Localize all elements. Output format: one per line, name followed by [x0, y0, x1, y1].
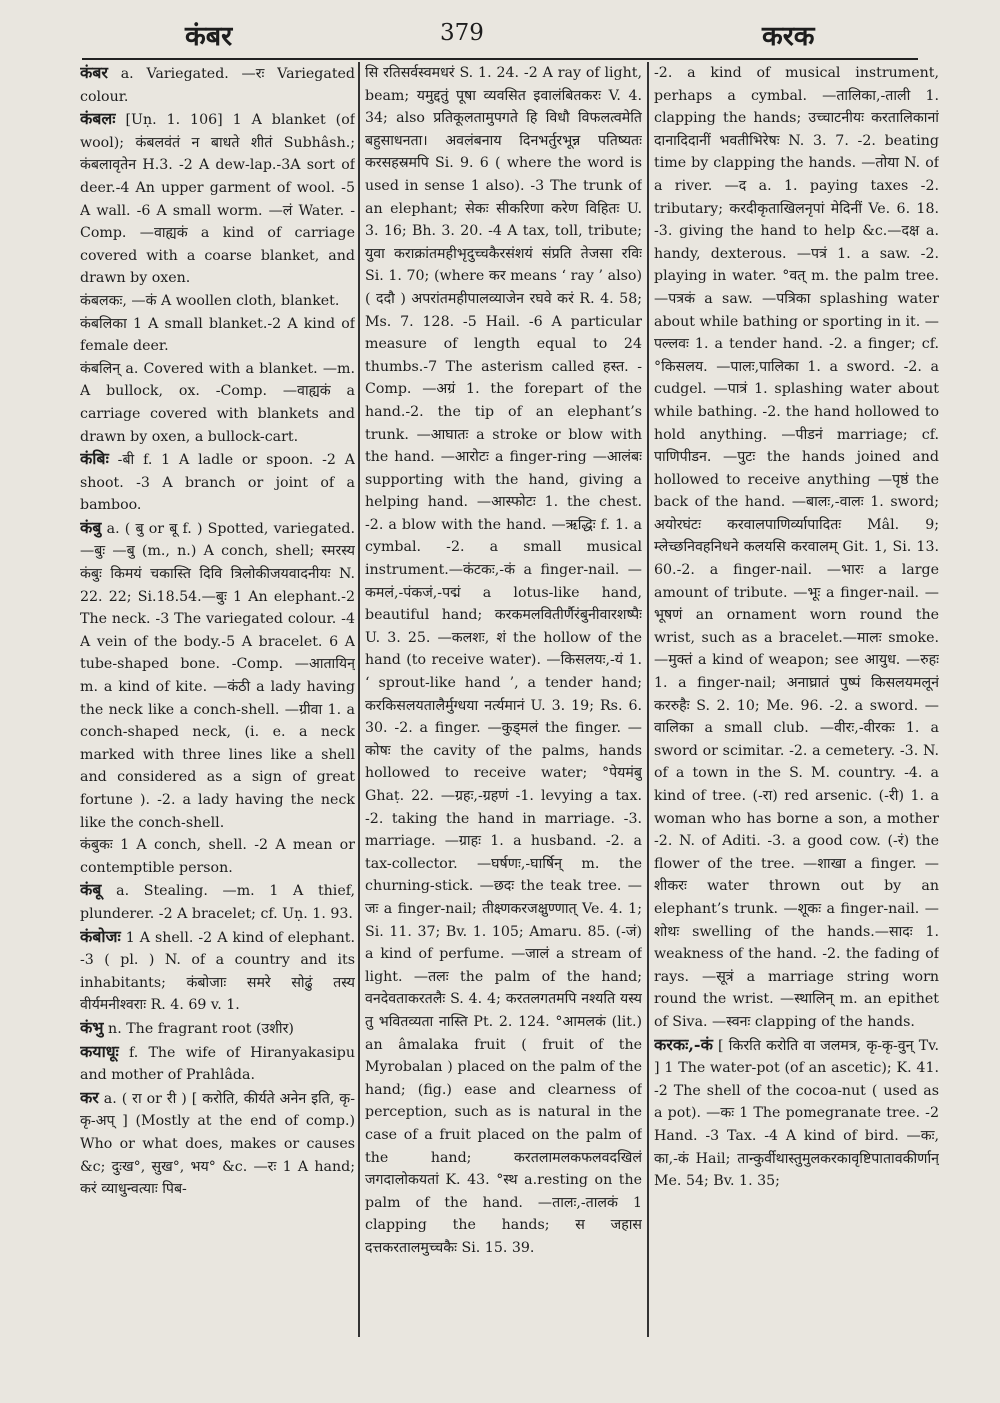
dictionary-entry	[80, 448, 355, 517]
entry-headword: करकः,-कं	[654, 1034, 713, 1054]
entry-definition: [Uṇ. 1. 106] 1 A blanket (of wool); कंबलवंतं न बाधते शीतं Subhâsh.; कंबलावृतेन H.3. -2 A dew-lap.-3A sort of deer.-4 An upper garment of wool. -5 A wall. -6 A small worm. —लं Water. -Comp. —वाह्यकं a kind of carriage covered with a coarse blanket, and drawn by oxen.	[80, 112, 355, 287]
entry-definition: कंबलिन् a. Covered with a blanket. —m. A bullock, ox. -Comp. —वाह्यकं a carriage covered with blankets and drawn by oxen, a bullock-cart.	[80, 360, 355, 445]
entry-headword: कंबु	[80, 517, 102, 537]
dictionary-entry	[80, 1017, 355, 1041]
entry-headword: कंबोजः	[80, 926, 121, 946]
entry-definition: कंबलकः, —कं A woollen cloth, blanket.	[80, 292, 340, 309]
column-divider-2	[647, 62, 649, 1337]
entry-headword: कंबू	[80, 880, 102, 900]
column-3	[654, 62, 939, 1334]
entry-headword: कंबलः	[80, 109, 116, 129]
entry-definition: सि रतिसर्वस्वमधरं S. 1. 24. -2 A ray of light, beam; यमुद्दतुं पूषा व्यवसित इवालंबितकरः V. 4. 34; also प्रतिकूलतामुपगते हि विधौ विफलत्वमेति बहुसाधनता। अवलंबनाय दिनभर्तुरभून्न पतिष्यतः करसहस्रमपि Si. 9. 6 ( where the word is used in sense 1 also). -3 The trunk of an elephant; सेकः सीकरिणा करेण विहितः U. 3. 16; Bh. 3. 20. -4 A tax, toll, tribute; युवा कराक्रांतमहीभृदुच्चकैरसंशयं संप्रति तेजसा रविः Si. 1. 70; (where कर means ‘ ray ’ also) ( ददौ ) अपरांतमहीपालव्याजेन रघवे करं R. 4. 58; Ms. 7. 128. -5 Hail. -6 A particular measure of length equal to 24 thumbs.-7 The asterism called हस्त. -Comp. —अग्रं 1. the forepart of the hand.-2. the tip of an elephant’s trunk. —आघातः a stroke or blow with the hand. —आरोटः a finger-ring —आलंबः supporting with the hand, giving a helping hand. —आस्फोटः 1. the chest. -2. a blow with the hand. —ऋद्धिः f. 1. a cymbal. -2. a small musical instrument.—कंटकः,-कं a finger-nail. —कमलं,-पंकजं,-पद्मं a lotus-like hand, beautiful hand; करकमलवितीर्णैरंबुनीवारशष्पैः U. 3. 25. —कलशः, शं the hollow of the hand (to receive water). —किसलयः,-यं 1. ‘ sprout-like hand ’, a tender hand; करकिसलयतालैर्मुग्धया नर्त्यमानं U. 3. 19; Rs. 6. 30. -2. a finger. —कुड्मलं the finger. —कोषः the cavity of the palms, hands hollowed to receive water; °पेयमंबु Ghaṭ. 22. —ग्रहः,-ग्रहणं -1. levying a tax. -2. taking the hand in marriage. -3. marriage. —ग्राहः 1. a husband. -2. a tax-collector. —घर्षणः,-घार्षिन् m. the churning-stick. —छदः the teak tree. —जः a finger-nail; तीक्ष्णकरजक्षुण्णात् Ve. 4. 1; Si. 11. 37; Bv. 1. 105; Amaru. 85. (-जं) a kind of perfume. —जालं a stream of light. —तलः the palm of the hand; वनदेवताकरतलैः S. 4. 4; करतलगतमपि नश्यति यस्य तु भवितव्यता नास्ति Pt. 2. 124. °आमलकं (lit.) an âmalaka fruit ( fruit of the Myrobalan ) placed on the palm of the hand; (fig.) ease and clearness of perception, such as is natural in the case of a fruit placed on the palm of the hand; करतलामलकफलवदखिलं जगदालोकयतां K. 43. °स्थ a.resting on the palm of the hand. —तालः,-तालकं 1 clapping the hands; स जहास दत्तकरतालमुच्चकैः Si. 15. 39.	[365, 65, 642, 1256]
dictionary-entry	[654, 62, 939, 1034]
entry-definition: a. Variegated. —रः Variegated colour.	[80, 66, 355, 105]
entry-headword: कंबर	[80, 63, 108, 82]
dictionary-entry	[365, 62, 642, 1259]
dictionary-entry	[80, 1041, 355, 1087]
entry-definition: n. The fragrant root (उशीर)	[103, 1020, 294, 1037]
entry-headword: कंबिः	[80, 449, 109, 469]
entry-definition: कंबुकः 1 A conch, shell. -2 A mean or contemptible person.	[80, 837, 355, 876]
dictionary-entry	[80, 517, 355, 834]
entry-headword: कंभु	[80, 1017, 104, 1037]
dictionary-entry	[80, 62, 355, 108]
running-header	[0, 14, 1000, 54]
dictionary-entry	[80, 358, 355, 448]
header-first-word: कंबर	[185, 21, 233, 52]
page-number: 379	[440, 20, 484, 46]
dictionary-entry	[80, 879, 355, 925]
entry-definition: a. ( बु or बू f. ) Spotted, variegated. —बुः —बु (m., n.) A conch, shell; स्मरस्य कंबुः किमयं चकास्ति दिवि त्रिलोकीजयवादनीयः N. 22. 22; Si.18.54.—बुः 1 An elephant.-2 The neck. -3 The variegated colour. -4 A vein of the body.-5 A bracelet. 6 A tube-shaped bone. -Comp. —आतायिन् m. a kind of kite. —कंठी a lady having the neck like a conch-shell. —ग्रीवा 1. a conch-shaped neck, (i. e. a neck marked with three lines like a shell and considered as a sign of great fortune ). -2. a lady having the neck like the conch-shell.	[80, 520, 355, 831]
entry-definition: कंबलिका 1 A small blanket.-2 A kind of female deer.	[80, 315, 355, 355]
column-1	[80, 62, 355, 1334]
column-divider-1	[358, 62, 360, 1337]
entry-definition: -बी f. 1 A ladle or spoon. -2 A shoot. -3 A branch or joint of a bamboo.	[80, 452, 355, 514]
entry-headword: कयाधूः	[80, 1041, 119, 1061]
dictionary-entry	[654, 1034, 939, 1193]
entry-definition: a. ( रा or री ) [ करोति, कीर्यते अनेन इति, कृ-कृ-अप् ] (Mostly at the end of comp.) Who or what does, makes or causes &c; दुःख°, सुख°, भय° &c. —रः 1 A hand; करं व्याधुन्वत्याः पिब-	[80, 1090, 355, 1198]
header-rule	[82, 58, 918, 60]
entry-definition: a. Stealing. —m. 1 A thief, plunderer. -2 A bracelet; cf. Uṇ. 1. 93.	[80, 883, 355, 922]
dictionary-entry	[80, 926, 355, 1017]
dictionary-entry	[80, 108, 355, 290]
entry-definition: -2. a kind of musical instrument, perhaps a cymbal. —तालिका,-ताली 1. clapping the hands; उच्चाटनीयः करतालिकानां दानादिदानीं भवतीभिरेषः N. 3. 7. -2. beating time by clapping the hands. —तोया N. of a river. —द a. 1. paying taxes -2. tributary; करदीकृताखिलनृपां मेदिनीं Ve. 6. 18. -3. giving the hand to help &c.—दक्ष a. handy, dexterous. —पत्रं 1. a saw. -2. playing in water. °वत् m. the palm tree. —पत्रकं a saw. —पत्रिका splashing water about while bathing or sporting in it. —पल्लवः 1. a tender hand. -2. a finger; cf. °किसलय. —पालः,पालिका 1. a sword. -2. a cudgel. —पात्रं 1. splashing water about while bathing. -2. the hand hollowed to hold anything. —पीडनं marriage; cf. पाणिपीडन. —पुटः the hands joined and hollowed to receive anything —पृष्ठं the back of the hand. —बालः,-वालः 1. sword; अयोरघंटः करवालपाणिर्व्यापादितः Mâl. 9; म्लेच्छनिवहनिधने कलयसि करवालम् Git. 1, Si. 13. 60.-2. a finger-nail. —भारः a large amount of tribute. —भूः a finger-nail. —भूषणं an ornament worn round the wrist, such as a bracelet.—मालः smoke. —मुक्तं a kind of weapon; see आयुध. —रुहः 1. a finger-nail; अनाघ्रातं पुष्पं किसलयमलूनं कररुहैः S. 2. 10; Me. 96. -2. a sword. —वालिका a small club. —वीरः,-वीरकः 1. a sword or scimitar. -2. a cemetery. -3. N. of a town in the S. M. country. -4. a kind of tree. (-रा) red arsenic. (-री) 1. a woman who has borne a son, a mother -2. N. of Aditi. -3. a good cow. (-रं) the flower of the tree. —शाखा a finger. —शीकरः water thrown out by an elephant’s trunk. —शूकः a finger-nail. —शोथः swelling of the hands.—सादः 1. weakness of the hand. -2. the fading of rays. —सूत्रं a marriage string worn round the wrist. —स्थालिन् m. an epithet of Siva. —स्वनः clapping of the hands.	[654, 65, 939, 1030]
entry-headword: कर	[80, 1087, 99, 1107]
header-last-word: करक	[762, 21, 815, 52]
entry-definition: 1 A shell. -2 A kind of elephant. -3 ( pl. ) N. of a country and its inhabitants; कंबोजाः समरे सोढुं तस्य वीर्यमनीश्वराः R. 4. 69 v. 1.	[80, 929, 355, 1014]
dictionary-entry	[80, 1087, 355, 1201]
dictionary-entry	[80, 313, 355, 358]
column-2	[365, 62, 642, 1334]
entry-definition: [ किरति करोति वा जलमत्र, कृ-कृ-वुन् Tv. ] 1 The water-pot (of an ascetic); K. 41. -2 The shell of the cocoa-nut ( used as a pot). —कः 1 The pomegranate tree. -2 Hand. -3 Tax. -4 A kind of bird. —कः, का,-कं Hail; तान्कुर्वीथास्तुमुलकरकावृष्टिपातावकीर्णान् Me. 54; Bv. 1. 35;	[654, 1037, 939, 1190]
entry-definition: f. The wife of Hiranyakasipu and mother of Prahlâda.	[80, 1044, 355, 1084]
dictionary-entry	[80, 290, 355, 313]
dictionary-entry	[80, 834, 355, 879]
